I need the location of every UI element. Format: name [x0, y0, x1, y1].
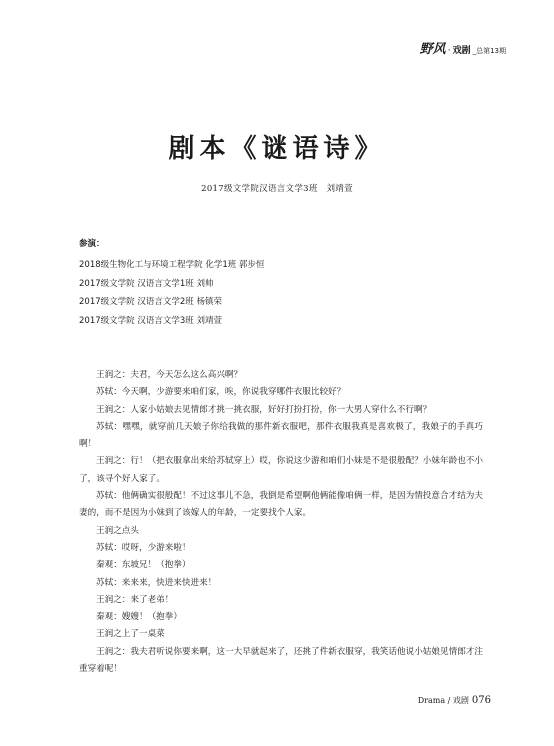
script-line: 苏轼：今天啊，少游要来咱们家，唉，你说我穿哪件衣服比较好？: [96, 387, 346, 398]
header-separator: ·: [447, 46, 451, 56]
header-section: 戏剧: [452, 46, 471, 56]
script-line: 苏轼：他俩确实很般配！不过这事儿不急，我倒是希望啊他俩能像咱俩一样，是因为情投意合才结为夫妻的，而不是因为小妹到了该嫁人的年龄，一定要找个人家。: [79, 491, 483, 519]
header-issue: _总第13期: [472, 47, 506, 55]
magazine-logo: 野风: [419, 42, 446, 57]
cast-member: 2017级文学院 汉语言文学3班 刘靖萱: [79, 315, 222, 326]
stage-direction: 王润之点头: [96, 525, 139, 536]
script-line: 王润之：夫君，今天怎么这么高兴啊？: [96, 370, 243, 380]
author-line: 2017级文学院汉语言文学3班 刘靖萱: [201, 184, 353, 194]
script-line: 王润之：我夫君听说你要来啊，这一大早就起来了，还挑了件新衣服穿，我笑话他说小姑娘见情郎才注重穿着呢！: [79, 646, 483, 675]
page-title: 剧本《谜语诗》: [168, 134, 386, 164]
page-footer: [418, 695, 491, 706]
cast-heading: 参演：: [79, 239, 105, 249]
running-header: [420, 38, 506, 57]
script-line: 王润之：人家小姑娘去见情郎才挑一挑衣服，好好打扮打扮，你一大男人穿什么不行啊？: [96, 404, 432, 415]
script-line: 王润之：来了老弟！: [96, 594, 174, 605]
stage-direction: 王润之上了一桌菜: [96, 629, 165, 640]
script-line: 秦观：东坡兄！（抱拳）: [96, 560, 191, 571]
footer-section-label: Drama / 戏剧: [417, 696, 469, 705]
script-line: 苏轼：哎呀，少游来啦！: [96, 542, 191, 553]
script-line: 苏轼：嘿嘿，就穿前几天娘子你给我做的那件新衣服吧，那件衣服我真是喜欢极了，我娘子的手真巧啊！: [79, 421, 483, 450]
cast-member: 2017级文学院 汉语言文学1班 刘帅: [79, 278, 214, 289]
cast-member: 2018级生物化工与环境工程学院 化学1班 郭步恒: [79, 260, 265, 270]
cast-member: 2017级文学院 汉语言文学2班 杨镇荣: [79, 297, 222, 307]
cast-list: [79, 237, 264, 330]
page-number: 076: [471, 695, 491, 706]
script-line: 秦观：嫂嫂！（抱拳）: [96, 612, 182, 623]
script-line: 苏轼：来来来，快进来快进来！: [96, 577, 217, 588]
script-body: [79, 367, 483, 678]
script-line: 王润之：行！（把衣服拿出来给苏轼穿上）哎，你说这少游和咱们小妹是不是很般配？小妹年龄也不小了，该寻个好人家了。: [79, 456, 483, 484]
